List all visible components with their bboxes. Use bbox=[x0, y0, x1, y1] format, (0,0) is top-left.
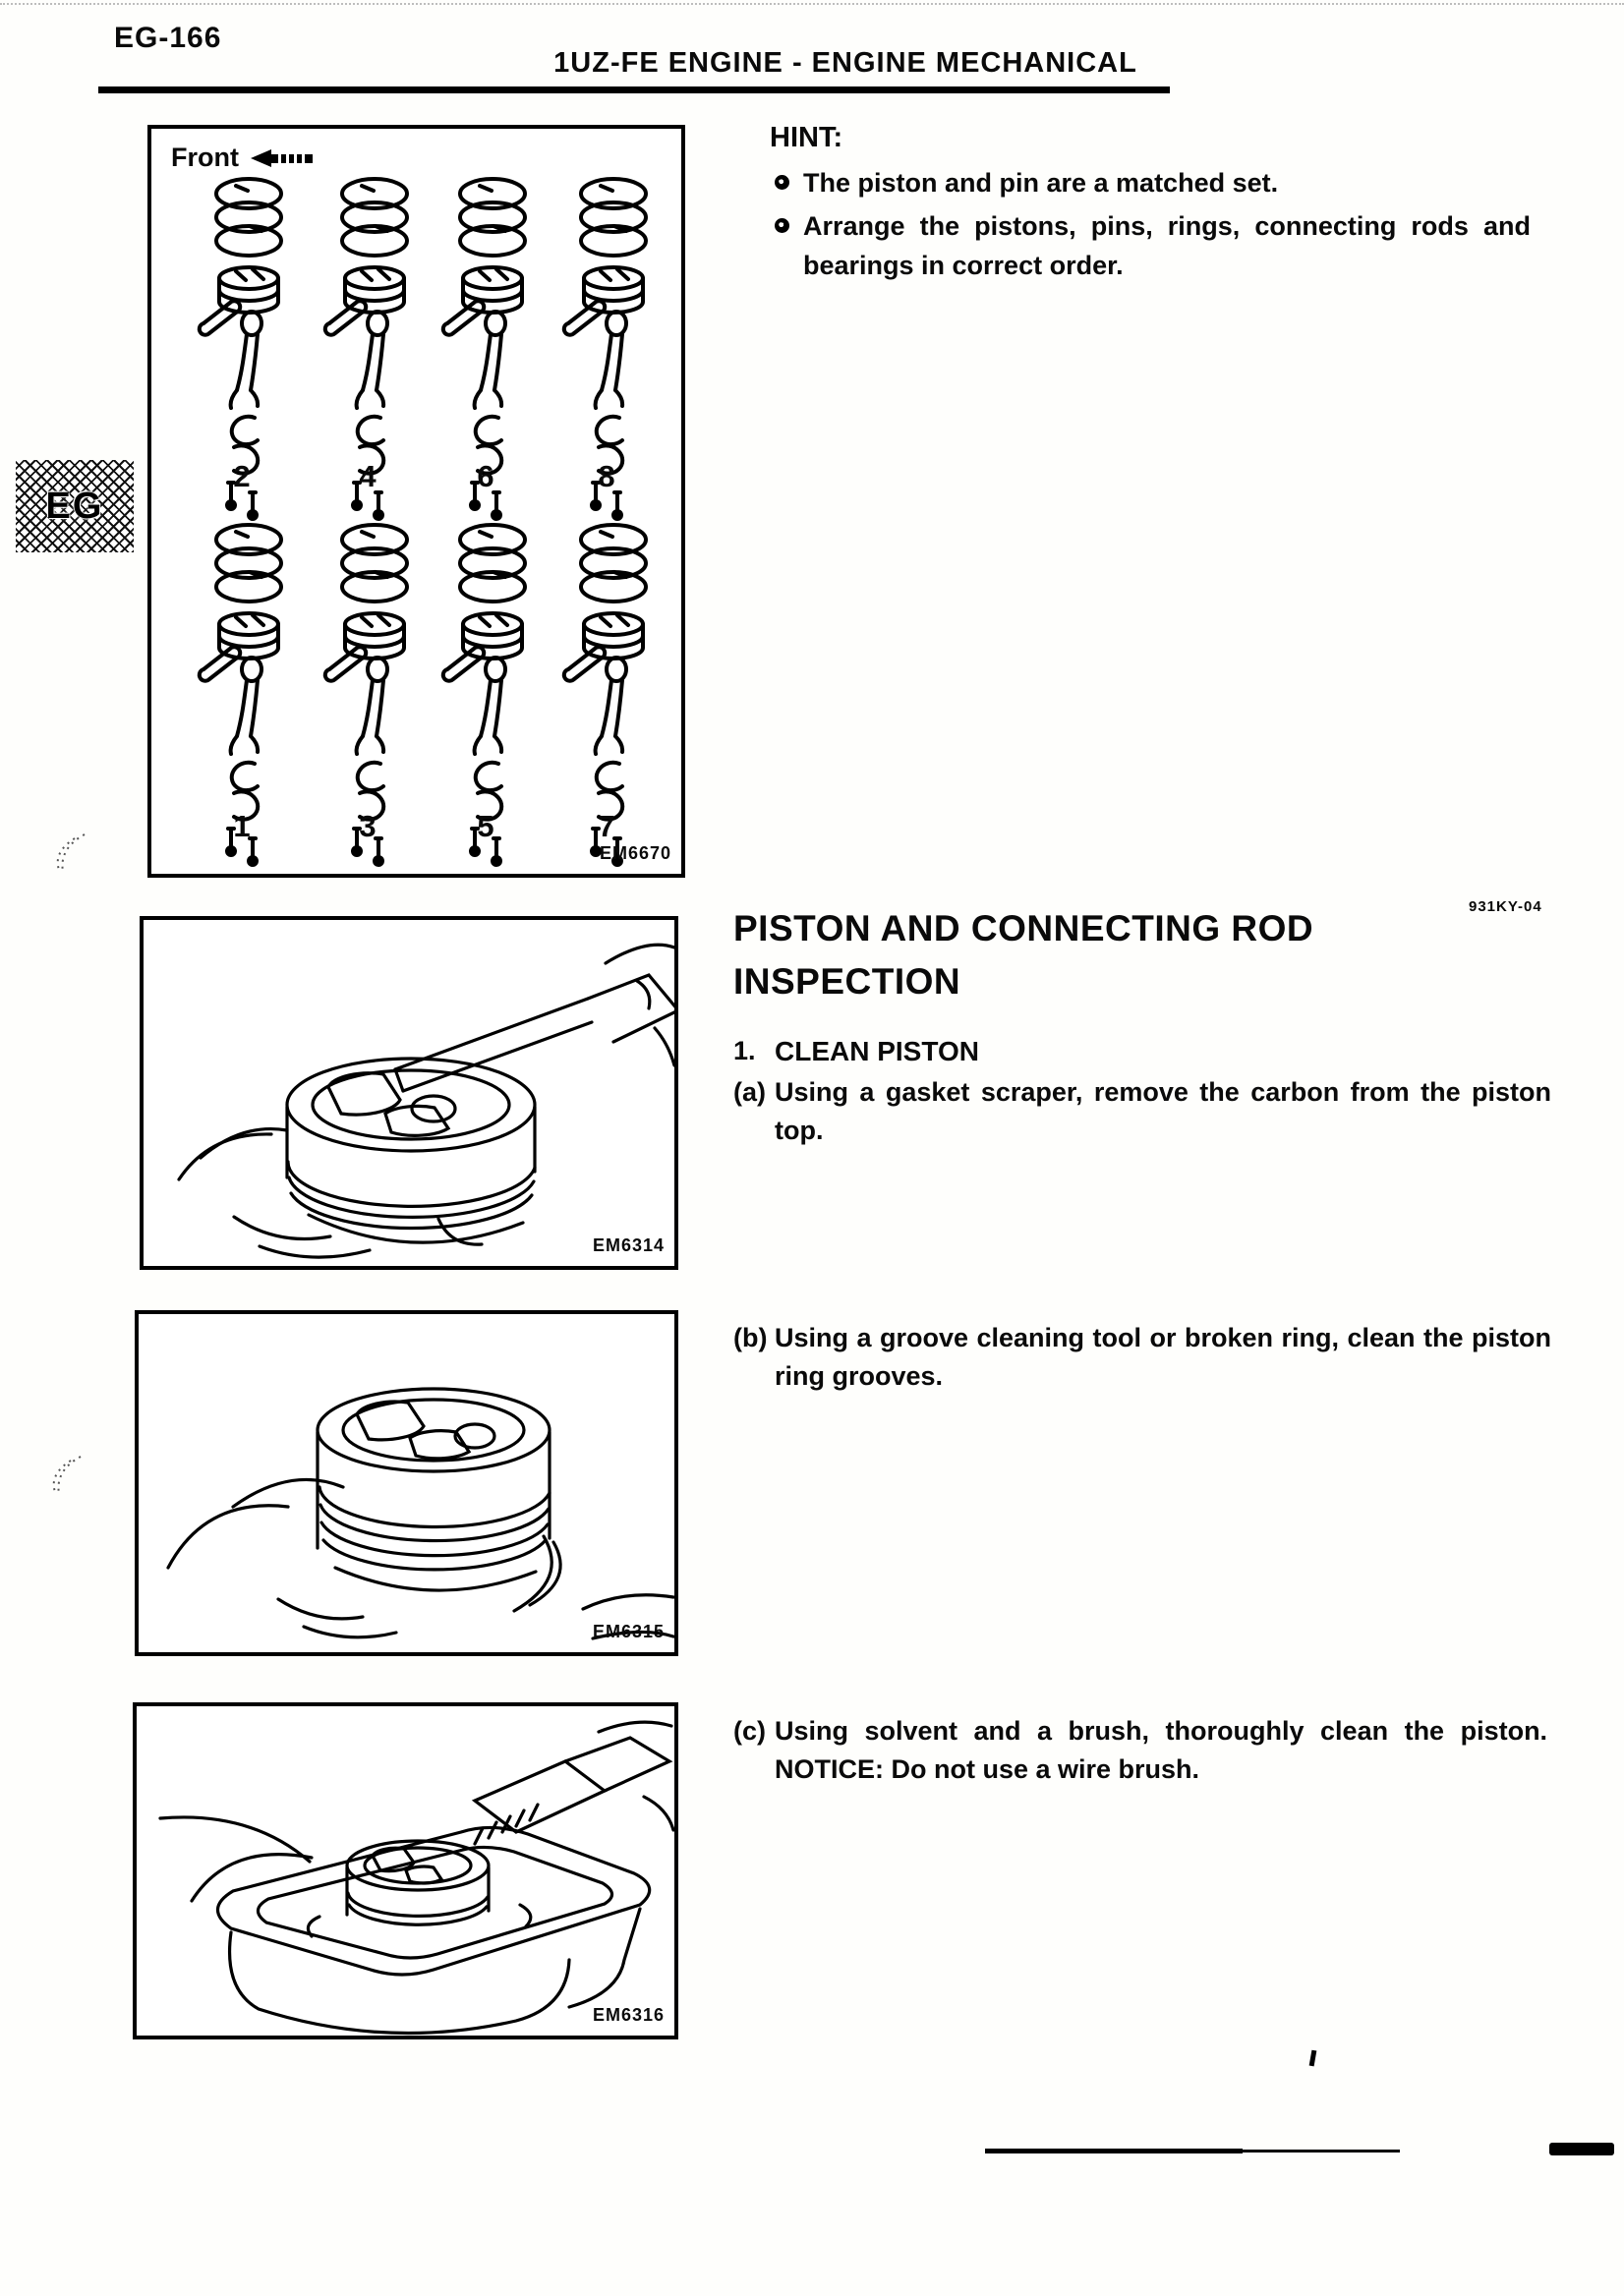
scan-artifact-line bbox=[1243, 2150, 1400, 2152]
figure-clean-ring-grooves bbox=[135, 1310, 678, 1656]
front-arrow-icon bbox=[251, 147, 316, 169]
cylinder-number: 8 bbox=[598, 459, 615, 493]
section-title-line1: PISTON AND CONNECTING ROD bbox=[733, 908, 1314, 948]
figure-code: EM6315 bbox=[592, 1622, 665, 1641]
section-title-line2: INSPECTION bbox=[733, 961, 961, 1002]
substep-b bbox=[733, 1319, 1551, 1396]
cylinder-number: 1 bbox=[233, 809, 251, 843]
scraper-illustration bbox=[144, 920, 674, 1266]
section-tab-eg bbox=[16, 460, 134, 552]
cylinder-number: 2 bbox=[233, 459, 251, 493]
front-label: Front bbox=[171, 143, 239, 172]
substep-letter: (a) bbox=[733, 1077, 766, 1107]
step-number: 1. bbox=[733, 1036, 756, 1065]
bullet-icon bbox=[775, 218, 789, 233]
piston-assembly-diagram bbox=[151, 129, 681, 874]
figure-code: EM6316 bbox=[592, 2005, 665, 2025]
substep-c bbox=[733, 1712, 1551, 1789]
hint-bullet-1: The piston and pin are a matched set. bbox=[803, 168, 1279, 198]
header-rule bbox=[98, 86, 1170, 93]
cylinder-number: 5 bbox=[477, 809, 494, 843]
hint-label: HINT: bbox=[770, 122, 843, 153]
section-tab-label: EG bbox=[45, 485, 104, 527]
revision-code: 931KY-04 bbox=[1469, 898, 1542, 915]
bullet-icon bbox=[775, 175, 789, 190]
cylinder-number: 6 bbox=[477, 459, 494, 493]
figure-code: EM6670 bbox=[599, 843, 671, 863]
figure-code: EM6314 bbox=[592, 1235, 665, 1255]
scan-artifact-top-dots bbox=[0, 3, 1624, 5]
scan-artifact-mark bbox=[1309, 2050, 1317, 2067]
step-title: CLEAN PISTON bbox=[775, 1036, 979, 1066]
substep-a bbox=[733, 1073, 1551, 1150]
substep-letter: (b) bbox=[733, 1323, 768, 1352]
hint-bullet-2: Arrange the pistons, pins, rings, connecting rods and bearings in correct order. bbox=[803, 211, 1531, 280]
figure-wash-piston bbox=[133, 1702, 678, 2039]
groove-cleaning-illustration bbox=[139, 1314, 674, 1652]
scan-artifact-line bbox=[985, 2149, 1243, 2153]
figure-clean-piston-top bbox=[140, 916, 678, 1270]
substep-text: Using a gasket scraper, remove the carbon from the piston top. bbox=[775, 1077, 1551, 1145]
substep-text: Using a groove cleaning tool or broken ring, clean the piston ring grooves. bbox=[775, 1323, 1551, 1391]
scan-artifact-blob bbox=[1549, 2143, 1614, 2155]
solvent-brush-illustration bbox=[137, 1706, 674, 2036]
cylinder-number: 3 bbox=[359, 809, 377, 843]
substep-text: Using solvent and a brush, thoroughly clean the piston. bbox=[775, 1716, 1548, 1746]
substep-letter: (c) bbox=[733, 1716, 766, 1746]
cylinder-number: 4 bbox=[359, 459, 377, 493]
figure-piston-arrangement bbox=[147, 125, 685, 878]
page-title: 1UZ-FE ENGINE - ENGINE MECHANICAL bbox=[553, 47, 1137, 79]
page-number: EG-166 bbox=[114, 22, 222, 54]
procedure-step-1 bbox=[733, 1032, 1551, 1070]
notice-text: NOTICE: Do not use a wire brush. bbox=[775, 1754, 1200, 1784]
scan-artifact-squiggle bbox=[47, 1453, 90, 1500]
front-direction-indicator bbox=[171, 143, 316, 173]
scan-artifact-squiggle bbox=[51, 831, 94, 878]
cylinder-number: 7 bbox=[598, 809, 615, 843]
